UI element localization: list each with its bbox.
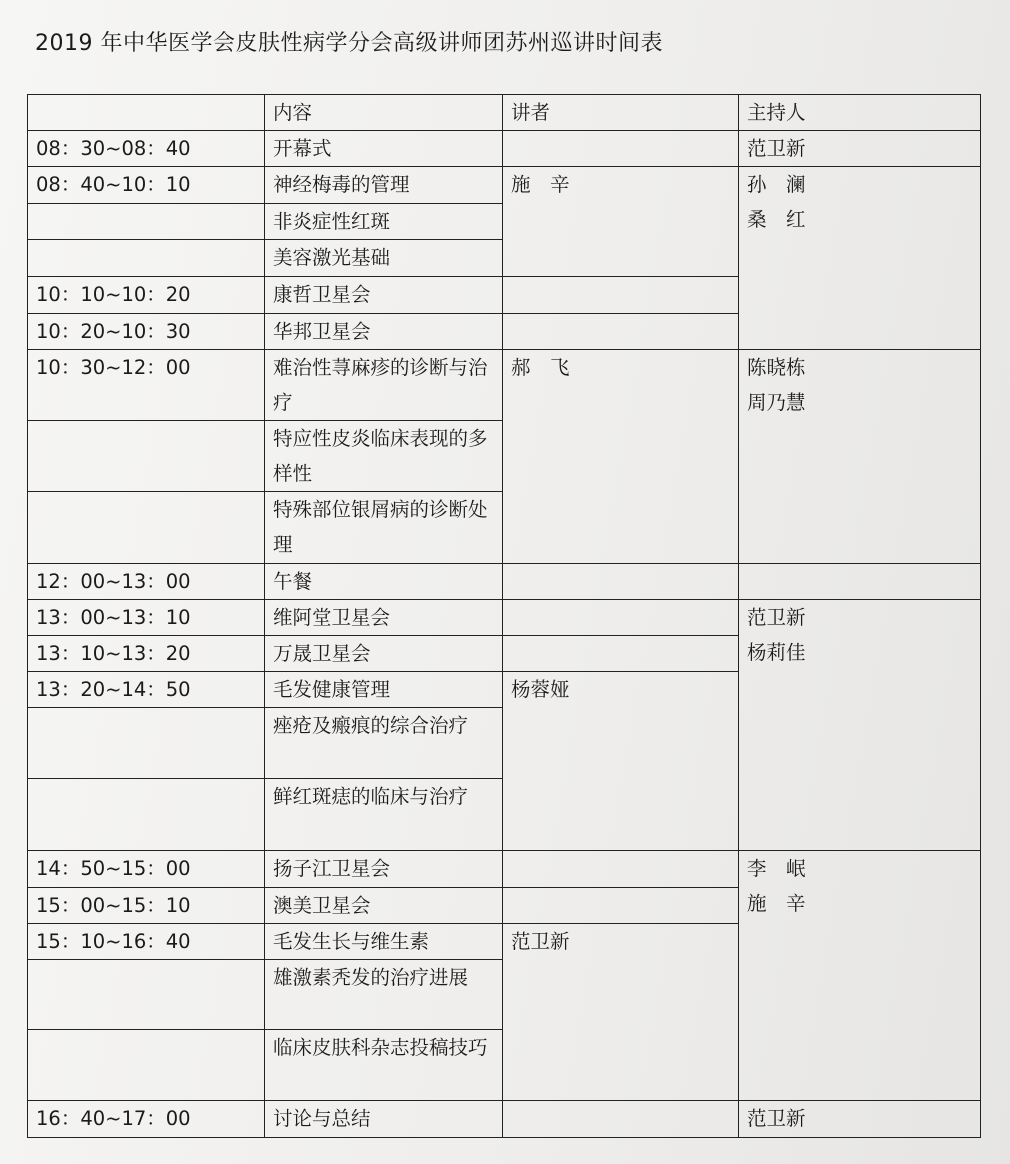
content-cell: 痤疮及瘢痕的综合治疗	[265, 708, 503, 779]
host-name: 李 岷	[747, 857, 806, 880]
table-row	[28, 167, 981, 204]
time-cell: 13：00~13：10	[28, 600, 265, 636]
content-cell: 维阿堂卫星会	[265, 600, 503, 636]
speaker-cell: 郝 飞	[503, 350, 739, 564]
table-row	[28, 564, 981, 600]
content-cell: 万晟卫星会	[265, 636, 503, 672]
time-cell	[28, 960, 265, 1030]
host-name: 范卫新	[747, 1107, 806, 1130]
speaker-cell	[503, 600, 739, 636]
content-cell: 扬子江卫星会	[265, 851, 503, 888]
table-row	[28, 600, 981, 636]
time-cell: 13：10~13：20	[28, 636, 265, 672]
host-cell	[739, 350, 981, 564]
speaker-cell	[503, 277, 739, 314]
speaker-cell	[503, 636, 739, 672]
host-name: 杨莉佳	[747, 641, 806, 664]
time-cell: 16：40~17：00	[28, 1101, 265, 1138]
speaker-cell	[503, 851, 739, 888]
host-cell	[739, 851, 981, 1101]
header-content: 内容	[265, 95, 503, 131]
host-name: 周乃慧	[747, 391, 806, 414]
time-cell: 12：00~13：00	[28, 564, 265, 600]
host-name: 陈晓栋	[747, 356, 806, 379]
speaker-cell	[503, 131, 739, 167]
content-cell: 华邦卫星会	[265, 314, 503, 350]
speaker-cell: 杨蓉娅	[503, 672, 739, 851]
content-cell: 临床皮肤科杂志投稿技巧	[265, 1030, 503, 1101]
host-cell	[739, 1101, 981, 1138]
time-cell: 10：20~10：30	[28, 314, 265, 350]
table-row	[28, 350, 981, 421]
time-cell: 10：30~12：00	[28, 350, 265, 421]
speaker-cell: 范卫新	[503, 924, 739, 1101]
content-cell: 开幕式	[265, 131, 503, 167]
content-cell: 神经梅毒的管理	[265, 167, 503, 204]
time-cell: 14：50~15：00	[28, 851, 265, 888]
schedule-table	[27, 94, 981, 1138]
host-cell	[739, 600, 981, 851]
content-cell: 鲜红斑痣的临床与治疗	[265, 779, 503, 851]
host-name: 孙 澜	[747, 173, 806, 196]
page-title: 2019 年中华医学会皮肤性病学分会高级讲师团苏州巡讲时间表	[35, 31, 663, 56]
table-row	[28, 1101, 981, 1138]
content-cell: 午餐	[265, 564, 503, 600]
content-cell: 特殊部位银屑病的诊断处理	[265, 492, 503, 564]
time-cell	[28, 240, 265, 277]
content-cell: 美容激光基础	[265, 240, 503, 277]
content-cell: 讨论与总结	[265, 1101, 503, 1138]
content-cell: 特应性皮炎临床表现的多样性	[265, 421, 503, 492]
time-cell: 08：40~10：10	[28, 167, 265, 204]
content-cell: 毛发健康管理	[265, 672, 503, 708]
header-host: 主持人	[739, 95, 981, 131]
speaker-cell	[503, 564, 739, 600]
time-cell: 08：30~08：40	[28, 131, 265, 167]
host-name: 范卫新	[747, 137, 806, 160]
table-header-row	[28, 95, 981, 131]
table-row	[28, 851, 981, 888]
speaker-cell	[503, 1101, 739, 1138]
host-cell	[739, 131, 981, 167]
header-time	[28, 95, 265, 131]
content-cell: 澳美卫星会	[265, 888, 503, 924]
time-cell	[28, 492, 265, 564]
content-cell: 康哲卫星会	[265, 277, 503, 314]
content-cell: 非炎症性红斑	[265, 204, 503, 240]
table-row	[28, 131, 981, 167]
speaker-cell	[503, 314, 739, 350]
speaker-cell	[503, 888, 739, 924]
content-cell: 雄激素秃发的治疗进展	[265, 960, 503, 1030]
host-name: 施 辛	[747, 892, 806, 915]
time-cell	[28, 1030, 265, 1101]
time-cell: 13：20~14：50	[28, 672, 265, 708]
time-cell	[28, 779, 265, 851]
host-cell	[739, 564, 981, 600]
content-cell: 难治性荨麻疹的诊断与治疗	[265, 350, 503, 421]
time-cell: 15：10~16：40	[28, 924, 265, 960]
header-speaker: 讲者	[503, 95, 739, 131]
time-cell: 15：00~15：10	[28, 888, 265, 924]
time-cell	[28, 421, 265, 492]
host-name: 桑 红	[747, 208, 806, 231]
host-name: 范卫新	[747, 606, 806, 629]
speaker-cell: 施 辛	[503, 167, 739, 277]
time-cell	[28, 204, 265, 240]
host-cell	[739, 167, 981, 350]
content-cell: 毛发生长与维生素	[265, 924, 503, 960]
time-cell	[28, 708, 265, 779]
time-cell: 10：10~10：20	[28, 277, 265, 314]
